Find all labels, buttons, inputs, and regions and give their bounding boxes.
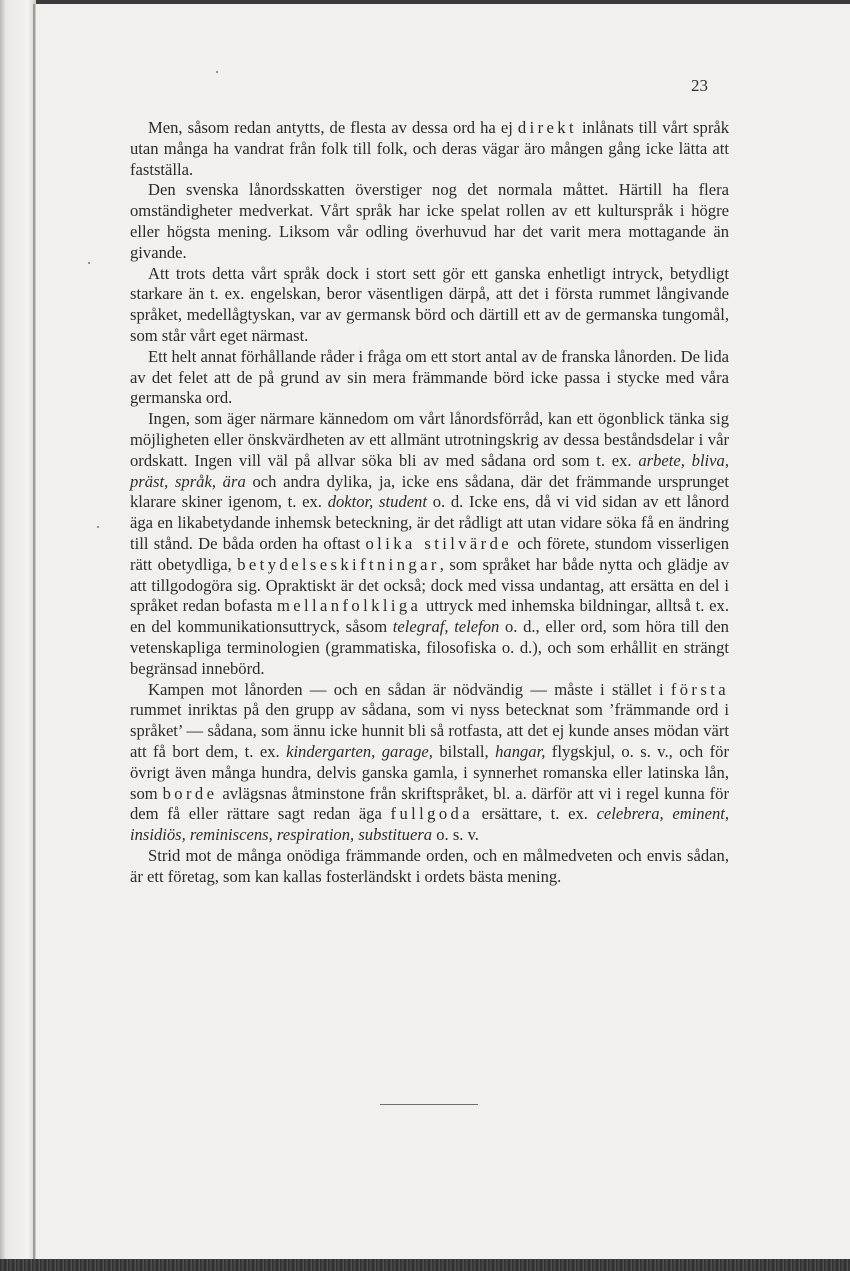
spaced-emphasis: olika stilvärde bbox=[365, 533, 513, 553]
binding-shadow bbox=[33, 4, 35, 1259]
spaced-emphasis: borde bbox=[162, 783, 218, 803]
spaced-emphasis: direkt bbox=[517, 118, 577, 137]
paragraph bbox=[130, 180, 729, 263]
spaced-emphasis: mellanfolkliga bbox=[276, 596, 422, 616]
text-run: avlägsnas åtminstone från skriftspråket, bl. a. därför att vi i regel kunna för dem få eller rättare sagt redan äga bbox=[130, 783, 730, 824]
text-run: bilstall, bbox=[432, 741, 496, 761]
paragraph bbox=[130, 409, 729, 679]
body-text bbox=[130, 118, 729, 887]
text-run: ersättare, t. ex. bbox=[473, 804, 597, 824]
text-run: o. s. v. bbox=[432, 825, 479, 845]
italic-term: telegraf, telefon bbox=[392, 617, 500, 637]
paragraph bbox=[130, 347, 729, 409]
paper-speck bbox=[97, 526, 99, 528]
paragraph bbox=[130, 846, 729, 888]
paragraph bbox=[130, 264, 729, 347]
paragraph bbox=[130, 680, 729, 846]
bottom-edge bbox=[0, 1259, 850, 1271]
spaced-emphasis: fullgoda bbox=[390, 804, 474, 824]
text-run: och förete, stundom visserligen rätt obetydliga, bbox=[130, 533, 730, 574]
text-run: och andra dylika, ja, icke ens sådana, där det främmande ursprunget klarare skiner igenom, t. ex. bbox=[130, 471, 730, 512]
text-run: Ett helt annat förhållande råder i fråga om ett stort antal av de franska lånorden. De lida av det felet att de på grund av sin mera främmande börd icke passa i stycke med våra germanska ord. bbox=[130, 346, 729, 408]
text-run: o. d., eller ord, som höra till den vetenskapliga terminologien (grammatiska, filosofiska o. d.), och som erhållit en strängt begränsad innebörd. bbox=[130, 617, 729, 678]
italic-term: hangar, bbox=[495, 741, 546, 761]
text-run: Strid mot de många onödiga främmande orden, och en målmedveten och envis sådan, är ett företag, som kan kallas fosterländskt i ordets bästa mening. bbox=[130, 845, 729, 886]
italic-term: arbete, bliva, präst, språk, ära bbox=[130, 450, 729, 491]
paper-speck bbox=[88, 262, 90, 264]
italic-term: kindergarten, garage, bbox=[286, 741, 433, 761]
text-run: Den svenska lånordsskatten överstiger nog det normala måttet. Härtill ha flera omständigheter medverkat. Vårt språk har icke spelat rollen av ett kulturspråk i högre eller högsta mening. Liksom vår odling överhuvud har det varit mera mottagande än givande. bbox=[130, 180, 729, 262]
text-run: o. d. Icke ens, då vi vid sidan av ett lånord äga en likabetydande inhemsk beteckning, är det rådligt att utan vidare söka få en ändring till stånd. De båda orden ha oftast bbox=[130, 492, 730, 553]
text-run: , som språket har både nytta och glädje av att tillgodogöra sig. Opraktiskt är det också; dock med vissa undantag, att ersätta en del i språket redan bofasta bbox=[130, 554, 729, 616]
italic-term: doktor, student bbox=[327, 492, 427, 512]
text-run: Att trots detta vårt språk dock i stort sett gör ett ganska enhetligt intryck, betydligt starkare än t. ex. engelskan, beror väsentligen därpå, att det i första rummet långivande språket, medellågtyskan, var av germansk börd och därtill ett av de germanska tungomål, som står vårt eget närmast. bbox=[130, 263, 729, 345]
text-run: Kampen mot lånorden — och en sådan är nödvändig — måste i stället i bbox=[148, 679, 671, 699]
text-run: Men, såsom redan antytts, de flesta av dessa ord ha ej bbox=[148, 118, 518, 137]
text-run: uttryck med inhemska bildningar, alltså t. ex. en del kommunikationsuttryck, såsom bbox=[130, 596, 729, 637]
spaced-emphasis: första bbox=[670, 679, 729, 699]
text-run: Ingen, som äger närmare kännedom om vårt lånordsförråd, kan ett ögonblick tänka sig möjligheten eller önskvärdheten av ett allmänt utrotningskrig av dessa beståndsdelar i vår ordskatt. Ingen vill väl på allvar söka bli av med sådana ord som t. ex. bbox=[130, 409, 729, 470]
text-run: flygskjul, o. s. v., och för övrigt även många hundra, delvis ganska gamla, i synnerhet romanska eller latinska lån, som bbox=[130, 741, 729, 803]
closing-rule bbox=[380, 1104, 478, 1105]
page-number: 23 bbox=[691, 76, 708, 95]
paragraph bbox=[130, 118, 729, 180]
italic-term: celebrera, eminent, insidiös, reminiscens, respiration, substituera bbox=[130, 804, 730, 845]
binding-strip bbox=[0, 0, 36, 1271]
spaced-emphasis: betydelseskiftningar bbox=[237, 554, 440, 574]
paper-speck bbox=[216, 71, 218, 73]
text-run: rummet inriktas på den grupp av sådana, som vi nyss betecknat som ’främmande ord i språket’ — sådana, som ännu icke hunnit bli så rotfasta, att det ej kunde anses mödan värt att få bort dem, t. ex. bbox=[130, 700, 729, 761]
text-run: inlånats till vårt språk utan många ha vandrat från folk till folk, och deras vägar äro mången gång icke lätta att fastställa. bbox=[130, 118, 730, 179]
